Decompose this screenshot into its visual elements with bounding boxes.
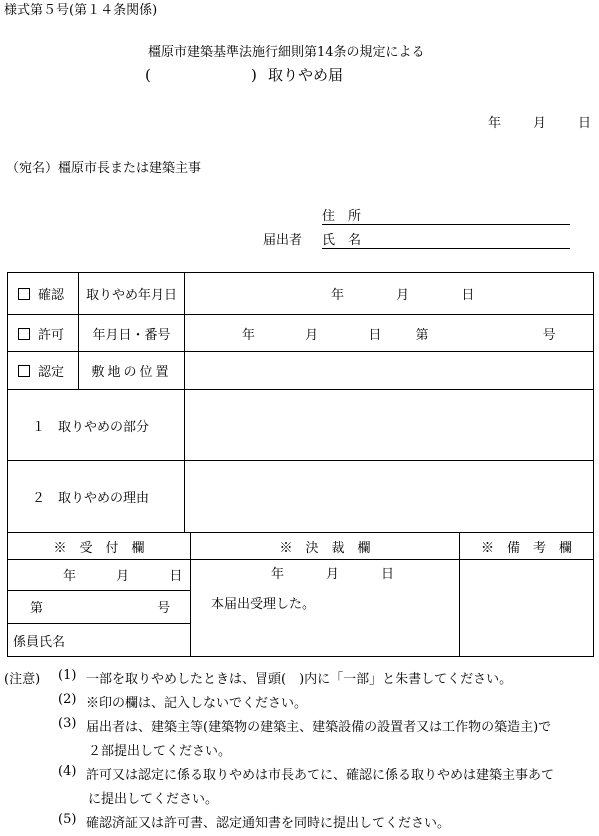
cancel-date-field[interactable]: 年 月 日: [185, 273, 594, 315]
title-open-paren: (: [145, 66, 151, 84]
uketsuke-header: ※ 受 付 欄: [8, 533, 191, 560]
note-3-text: 届出者は、建築主等(建築物の建築主、建築設備の設置者又は工作物の築造主)で: [86, 720, 552, 735]
note-1-text: 一部を取りやめしたときは、冒頭( )内に「一部」と朱書してください。: [86, 672, 513, 687]
receipt-number-cell: 第 号: [8, 590, 191, 624]
note-2-text: ※印の欄は、記入しないでください。: [86, 696, 308, 711]
section2-label: ２ 取りやめの理由: [8, 461, 185, 533]
regulation-text: 橿原市建築基準法施行細則第14条の規定による: [148, 45, 425, 60]
row2-label: 年月日・番号: [79, 315, 185, 352]
receipt-date-cell: 年 月 日: [8, 560, 191, 591]
note-3-text-cont: ２部提出してください。: [88, 744, 232, 759]
date-year-label: 年: [488, 116, 502, 131]
row1-label: 取りやめ年月日: [79, 273, 185, 315]
staff-name-cell: 係員氏名: [8, 624, 191, 657]
row3-label: 敷地の位置: [79, 352, 185, 390]
title-close-paren: ): [251, 66, 257, 84]
checkbox-kakunin[interactable]: [18, 288, 30, 300]
kessai-header: ※ 決 裁 欄: [191, 533, 460, 560]
checkbox-kyoka[interactable]: [18, 328, 30, 340]
biko-header: ※ 備 考 欄: [460, 533, 594, 560]
note-3-number: (3): [58, 716, 77, 731]
date-day-label: 日: [578, 116, 592, 131]
notes-section: [4, 668, 594, 836]
site-location-field[interactable]: [185, 352, 594, 390]
date-month-label: 月: [533, 116, 547, 131]
notes-tag: (注意): [4, 672, 41, 687]
check-kyoka[interactable]: 許可: [8, 315, 79, 352]
note-4-text: 許可又は認定に係る取りやめは市長あてに、確認に係る取りやめは建築主事あて: [86, 768, 555, 783]
decision-cell: 年 月 日 本届出受理した。: [191, 560, 460, 657]
applicant-label: 届出者: [263, 233, 303, 248]
checkbox-nintei[interactable]: [18, 365, 30, 377]
remarks-cell: [460, 560, 594, 657]
cancel-reason-field[interactable]: [185, 461, 594, 533]
note-4-text-cont: に提出してください。: [88, 792, 219, 807]
note-5-number: (5): [58, 812, 77, 827]
form-number: 様式第５号(第１４条関係): [4, 3, 158, 18]
note-4-number: (4): [58, 764, 77, 779]
document-title: 取りやめ届: [268, 66, 344, 84]
name-underline: [322, 248, 570, 249]
form-table: [7, 272, 594, 657]
date-number-field[interactable]: 年 月 日 第 号: [185, 315, 594, 352]
section1-label: １ 取りやめの部分: [8, 390, 185, 461]
note-5-text: 確認済証又は許可書、認定通知書を同時に提出してください。: [86, 816, 451, 831]
cancelled-part-field[interactable]: [185, 390, 594, 461]
note-2-number: (2): [58, 692, 77, 707]
address-underline: [322, 224, 570, 225]
accepted-text: 本届出受理した。: [211, 597, 316, 612]
name-label: 氏 名: [322, 233, 362, 248]
check-nintei[interactable]: 認定: [8, 352, 79, 390]
addressee: （宛名）橿原市長または建築主事: [6, 161, 202, 176]
address-label: 住 所: [322, 209, 362, 224]
note-1-number: (1): [58, 668, 77, 683]
check-kakunin[interactable]: 確認: [8, 273, 79, 315]
